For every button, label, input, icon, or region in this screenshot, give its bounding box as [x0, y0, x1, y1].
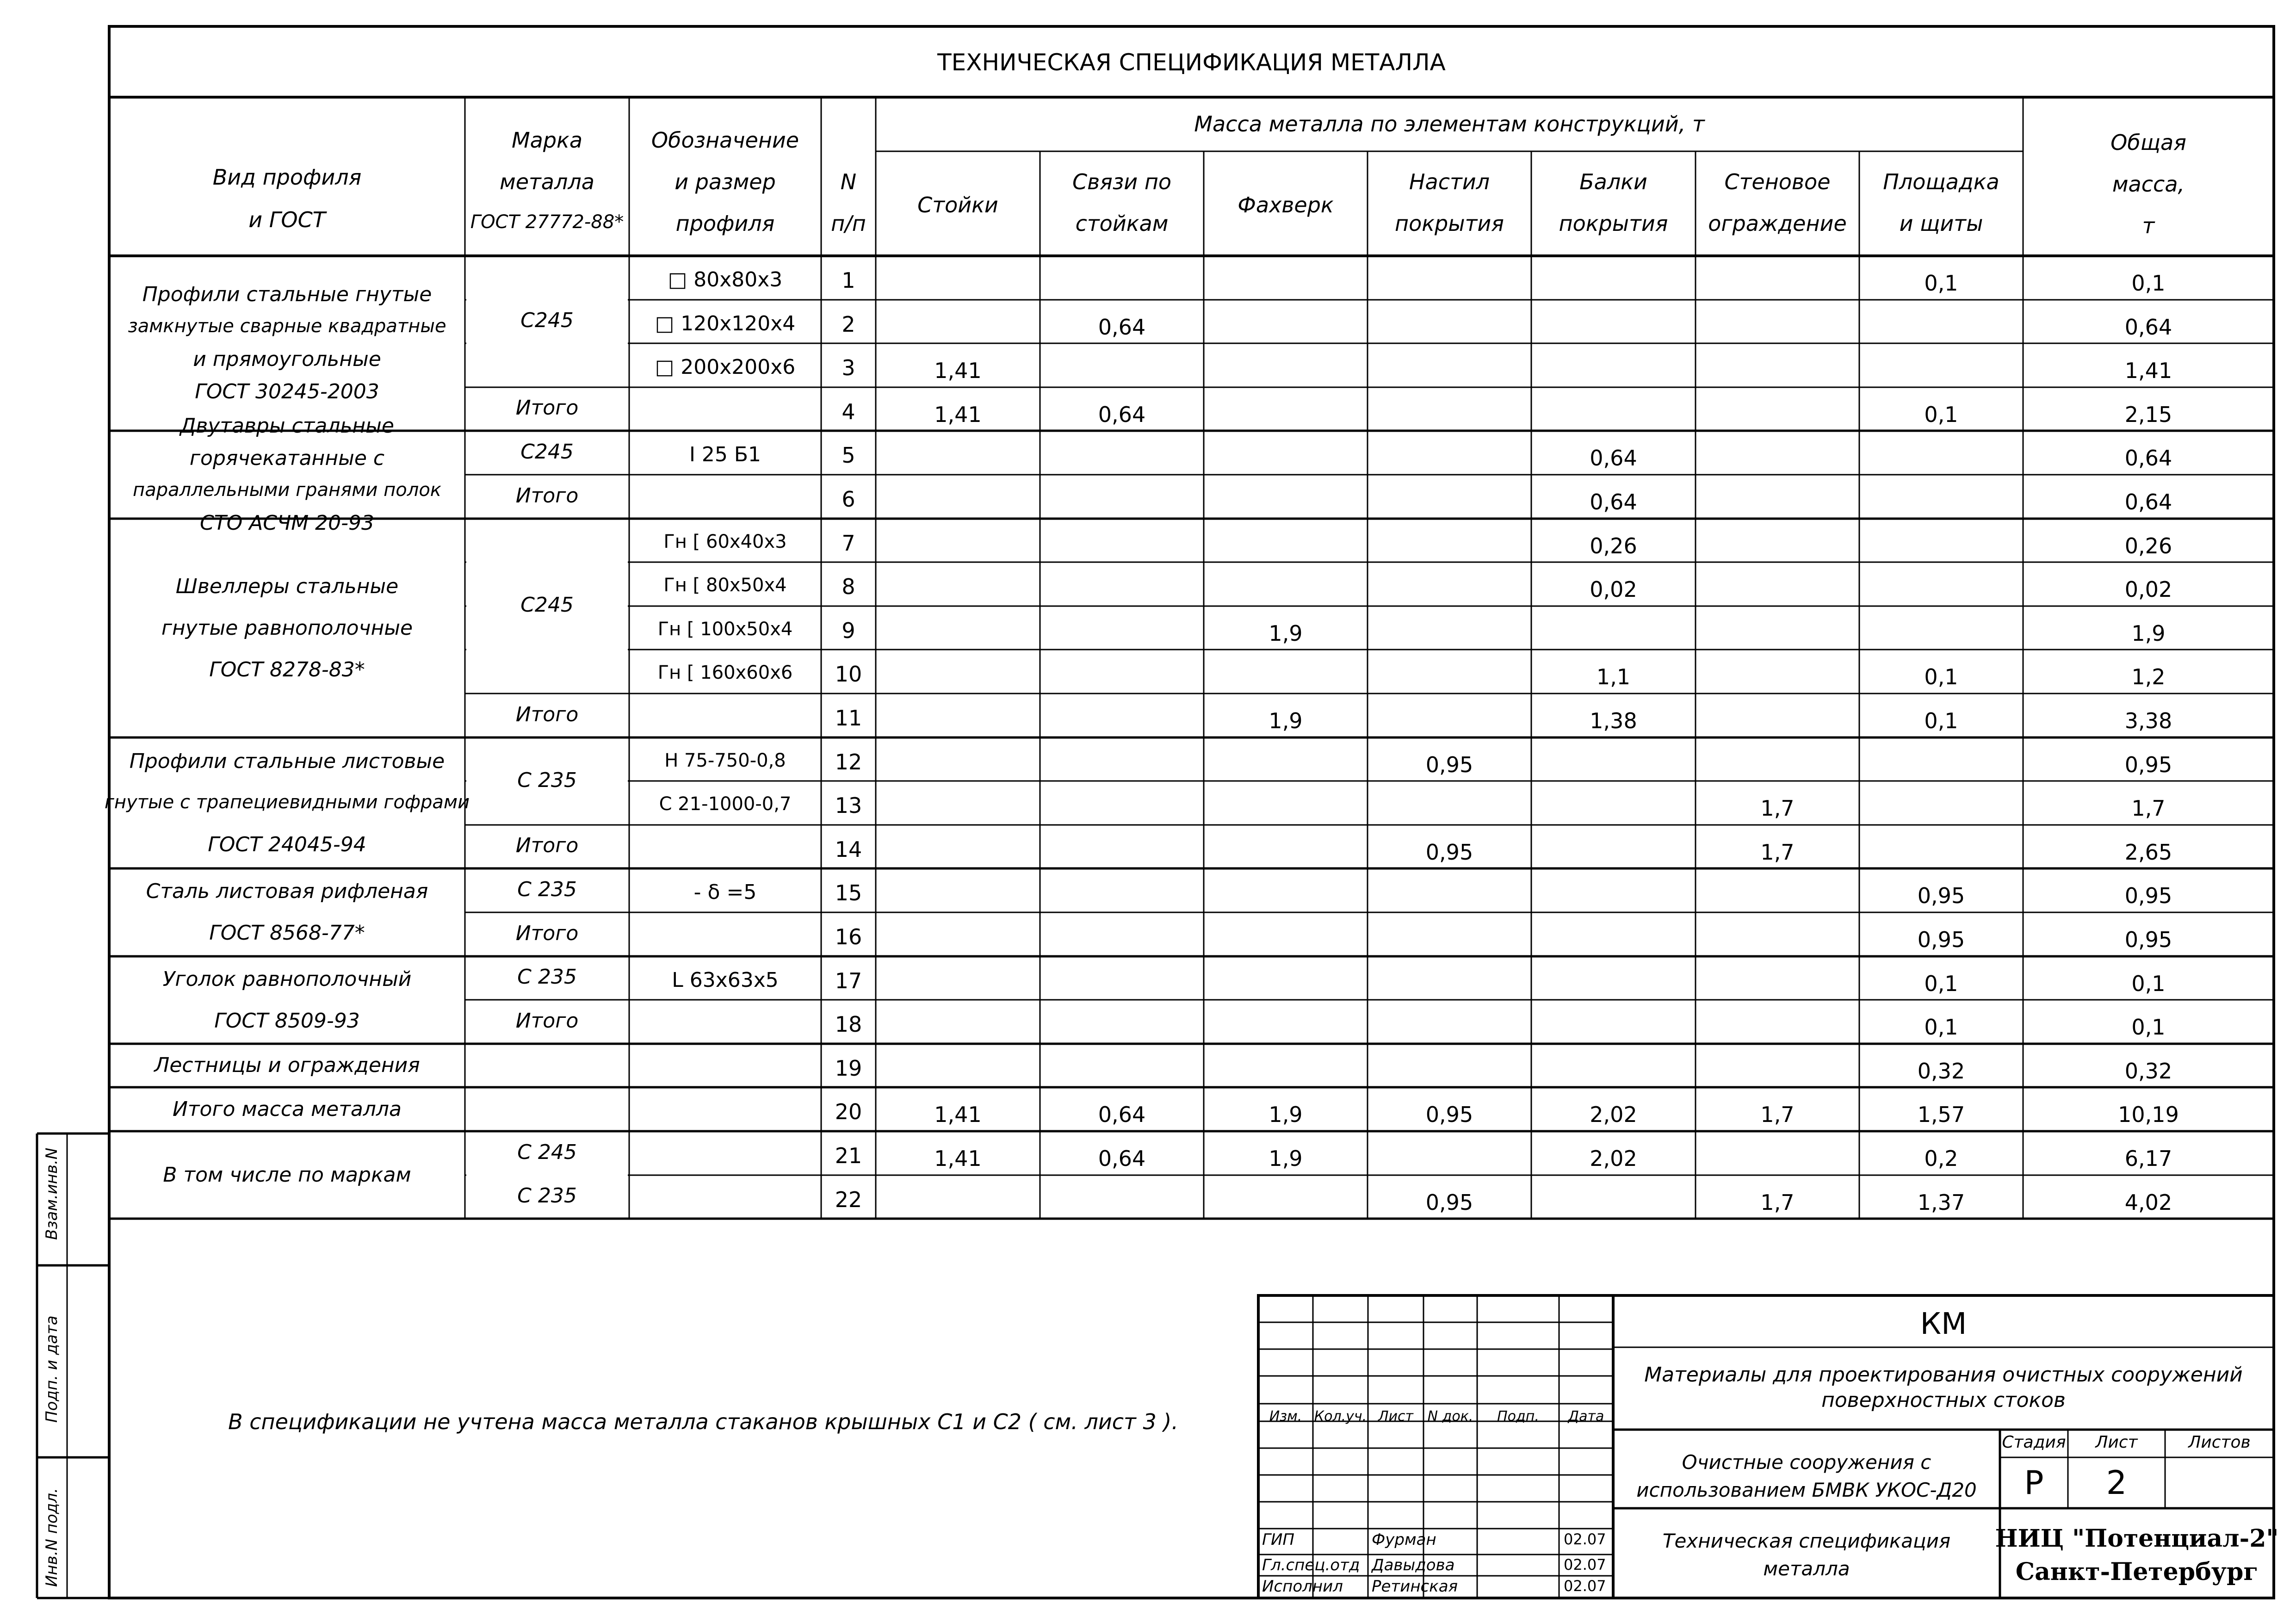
stage-value: Р	[2024, 1464, 2044, 1502]
mass-value: 0,1	[1924, 664, 1958, 689]
header-total: масса,	[2112, 172, 2185, 197]
header-profile-type: и ГОСТ	[248, 207, 326, 232]
total-mass: 0,1	[2131, 971, 2166, 996]
header-column: Стеновое	[1724, 169, 1831, 194]
revision-header: Изм.	[1269, 1408, 1302, 1425]
steel-grade: Итого	[515, 702, 579, 726]
mass-value: 0,95	[1425, 752, 1473, 777]
mass-value: 1,9	[1269, 621, 1303, 646]
header-num: п/п	[831, 211, 866, 236]
group-name: ГОСТ 24045-94	[208, 832, 366, 856]
merge-mask	[466, 298, 628, 301]
mass-value: 1,7	[1760, 796, 1795, 821]
revision-header: Подп.	[1497, 1408, 1539, 1425]
total-mass: 0,26	[2124, 533, 2172, 558]
mass-value: 1,1	[1596, 664, 1631, 689]
total-mass: 3,38	[2124, 708, 2172, 733]
mass-value: 0,1	[1924, 1015, 1958, 1040]
mass-value: 0,32	[1917, 1059, 1965, 1084]
steel-grade: С 245	[517, 1140, 577, 1164]
total-mass: 2,15	[2124, 402, 2172, 427]
group-name: горячекатанные с	[189, 446, 385, 470]
sheet-value: 2	[2106, 1464, 2127, 1502]
row-number: 12	[835, 750, 862, 774]
row-number: 11	[835, 706, 862, 731]
row-number: 5	[842, 443, 855, 468]
mass-value: 0,95	[1425, 1190, 1473, 1215]
sheets-label: Листов	[2188, 1433, 2251, 1452]
total-mass: 0,95	[2124, 883, 2172, 908]
group-name: Двутавры стальные	[180, 414, 394, 438]
steel-grade: С 235	[517, 965, 577, 989]
group-name: ГОСТ 8568-77*	[209, 921, 365, 945]
profile-designation: - δ =5	[693, 880, 757, 904]
merge-mask	[466, 561, 628, 564]
side-label-replacement: Взам.инв.N	[43, 1147, 61, 1240]
mass-value: 0,1	[1924, 271, 1958, 296]
mass-value: 1,41	[934, 402, 982, 427]
sign-date: 02.07	[1564, 1577, 1606, 1595]
footnote: В спецификации не учтена масса металла стаканов крышных С1 и С2 ( см. лист 3 ).	[228, 1409, 1178, 1434]
total-mass: 2,65	[2124, 840, 2172, 865]
merge-mask	[466, 648, 628, 651]
mass-value: 0,64	[1590, 489, 1637, 514]
document-code: КМ	[1920, 1307, 1967, 1341]
group-name: и прямоугольные	[193, 347, 381, 371]
group-name: гнутые с трапециевидными гофрами	[104, 791, 470, 813]
total-mass: 0,95	[2124, 927, 2172, 952]
signer-name: Ретинская	[1372, 1577, 1458, 1596]
mass-value: 0,26	[1590, 533, 1637, 558]
sheet-title: металла	[1763, 1557, 1850, 1580]
mass-value: 0,95	[1425, 1102, 1473, 1127]
total-mass: 1,7	[2131, 796, 2166, 821]
profile-designation: Гн [ 80х50х4	[663, 575, 787, 596]
steel-grade: Итого	[515, 834, 579, 857]
mass-value: 1,41	[934, 1146, 982, 1171]
mass-value: 0,1	[1924, 971, 1958, 996]
organization-name: НИЦ "Потенциал-2"	[1995, 1524, 2279, 1553]
group-name: ГОСТ 8278-83*	[209, 657, 365, 681]
mass-value: 1,41	[934, 358, 982, 383]
mass-value: 1,41	[934, 1102, 982, 1127]
total-mass: 1,9	[2131, 621, 2166, 646]
row-number: 17	[835, 968, 862, 993]
header-total: Общая	[2110, 130, 2186, 155]
row-number: 22	[835, 1187, 862, 1212]
mass-value: 0,2	[1924, 1146, 1958, 1171]
group-name: Итого масса металла	[172, 1097, 402, 1121]
header-column: покрытия	[1395, 211, 1504, 236]
row-number: 14	[835, 837, 862, 862]
profile-designation: □ 120х120х4	[655, 312, 796, 335]
row-number: 6	[842, 487, 855, 512]
row-number: 10	[835, 662, 862, 687]
profile-designation: Гн [ 160х60х6	[657, 662, 793, 683]
signer-role: ГИП	[1262, 1530, 1294, 1549]
sign-date: 02.07	[1564, 1530, 1606, 1548]
total-mass: 0,1	[2131, 271, 2166, 296]
sheet-label: Лист	[2095, 1433, 2138, 1452]
steel-grade: С245	[520, 309, 574, 332]
group-name: Сталь листовая рифленая	[146, 880, 428, 903]
profile-designation: С 21-1000-0,7	[659, 793, 792, 815]
group-name: гнутые равнополочные	[161, 616, 413, 640]
mass-value: 0,95	[1425, 840, 1473, 865]
organization-city: Санкт-Петербург	[2015, 1558, 2259, 1586]
total-mass: 6,17	[2124, 1146, 2172, 1171]
header-designation: Обозначение	[651, 128, 799, 153]
mass-value: 1,7	[1760, 840, 1795, 865]
row-number: 13	[835, 793, 862, 818]
group-name: ГОСТ 30245-2003	[195, 380, 379, 403]
row-number: 9	[842, 618, 855, 643]
mass-value: 0,1	[1924, 402, 1958, 427]
merge-mask	[466, 1174, 628, 1177]
group-name: замкнутые сварные квадратные	[128, 316, 446, 337]
row-number: 8	[842, 574, 855, 599]
header-column: покрытия	[1559, 211, 1668, 236]
mass-value: 0,1	[1924, 708, 1958, 733]
profile-designation: I 25 Б1	[689, 443, 761, 466]
total-mass: 0,32	[2124, 1059, 2172, 1084]
group-name: Швеллеры стальные	[175, 574, 399, 598]
row-number: 1	[842, 268, 855, 293]
group-name: параллельными гранями полок	[133, 479, 441, 501]
header-column: Связи по	[1072, 169, 1172, 194]
mass-value: 2,02	[1590, 1102, 1637, 1127]
header-column: ограждение	[1708, 211, 1847, 236]
mass-value: 1,57	[1917, 1102, 1965, 1127]
header-num: N	[840, 169, 857, 194]
revision-header: Кол.уч.	[1314, 1408, 1367, 1425]
profile-designation: Н 75-750-0,8	[664, 750, 786, 771]
total-mass: 0,02	[2124, 577, 2172, 602]
total-mass: 0,64	[2124, 446, 2172, 471]
mass-value: 1,38	[1590, 708, 1637, 733]
signer-role: Исполнил	[1262, 1577, 1343, 1596]
row-number: 3	[842, 355, 855, 380]
row-number: 18	[835, 1012, 862, 1037]
header-column: Настил	[1409, 169, 1490, 194]
header-total: т	[2142, 213, 2155, 238]
total-mass: 4,02	[2124, 1190, 2172, 1215]
steel-grade: С 235	[517, 877, 577, 901]
profile-designation: L 63х63х5	[672, 968, 779, 992]
mass-value: 0,95	[1917, 927, 1965, 952]
header-designation: профиля	[675, 211, 775, 236]
profile-designation: Гн [ 100х50х4	[657, 619, 793, 640]
steel-grade: Итого	[515, 921, 579, 945]
profile-designation: Гн [ 60х40х3	[663, 531, 787, 552]
side-label-inventory: Инв.N подл.	[43, 1488, 61, 1587]
mass-value: 1,9	[1269, 708, 1303, 733]
profile-designation: □ 80х80х3	[668, 268, 783, 291]
row-number: 7	[842, 531, 855, 556]
row-number: 4	[842, 399, 855, 424]
side-label-signature: Подп. и дата	[43, 1315, 61, 1423]
header-column: Стойки	[917, 192, 998, 217]
header-steel-grade: ГОСТ 27772-88*	[470, 211, 624, 233]
group-name: Уголок равнополочный	[162, 967, 412, 991]
total-mass: 0,95	[2124, 752, 2172, 777]
group-name: СТО АСЧМ 20-93	[199, 511, 375, 535]
mass-value: 0,95	[1917, 883, 1965, 908]
mass-value: 2,02	[1590, 1146, 1637, 1171]
mass-value: 1,9	[1269, 1146, 1303, 1171]
steel-grade: Итого	[515, 483, 579, 508]
stage-label: Стадия	[2002, 1433, 2066, 1452]
row-number: 16	[835, 924, 862, 949]
total-mass: 0,1	[2131, 1015, 2166, 1040]
steel-grade: С 235	[517, 768, 577, 792]
group-name: Лестницы и ограждения	[154, 1053, 420, 1077]
group-name: Профили стальные листовые	[129, 749, 445, 773]
mass-value: 0,02	[1590, 577, 1637, 602]
revision-header: Лист	[1378, 1408, 1414, 1425]
row-number: 15	[835, 880, 862, 905]
object-title: использованием БМВК УКОС-Д20	[1636, 1479, 1977, 1501]
table-title: ТЕХНИЧЕСКАЯ СПЕЦИФИКАЦИЯ МЕТАЛЛА	[937, 49, 1446, 76]
total-mass: 10,19	[2118, 1102, 2179, 1127]
profile-designation: □ 200х200х6	[655, 355, 796, 379]
mass-value: 0,64	[1590, 446, 1637, 471]
mass-value: 1,7	[1760, 1102, 1795, 1127]
revision-header: Дата	[1568, 1408, 1604, 1425]
mass-value: 0,64	[1098, 402, 1146, 427]
steel-grade: Итого	[515, 396, 579, 420]
header-column: стойкам	[1075, 211, 1169, 236]
revision-header: N док.	[1427, 1408, 1473, 1425]
header-column: Балки	[1579, 169, 1647, 194]
sheet-title: Техническая спецификация	[1662, 1530, 1951, 1552]
header-steel-grade: Марка	[511, 128, 583, 153]
total-mass: 0,64	[2124, 315, 2172, 340]
header-column: Фахверк	[1238, 192, 1334, 217]
header-steel-grade: металла	[500, 169, 594, 194]
row-number: 20	[835, 1099, 862, 1124]
signer-name: Давыдова	[1372, 1556, 1455, 1574]
header-mass-group: Масса металла по элементам конструкций, т	[1194, 112, 1705, 136]
mass-value: 0,64	[1098, 1146, 1146, 1171]
header-profile-type: Вид профиля	[212, 165, 362, 190]
mass-value: 1,37	[1917, 1190, 1965, 1215]
header-column: Площадка	[1883, 169, 1999, 194]
merge-mask	[466, 342, 628, 345]
project-title: поверхностных стоков	[1821, 1388, 2066, 1412]
steel-grade: Итого	[515, 1009, 579, 1033]
object-title: Очистные сооружения с	[1682, 1451, 1931, 1474]
row-number: 19	[835, 1056, 862, 1081]
mass-value: 1,9	[1269, 1102, 1303, 1127]
project-title: Материалы для проектирования очистных сооружений	[1644, 1363, 2243, 1387]
row-number: 21	[835, 1143, 862, 1168]
header-designation: и размер	[675, 169, 776, 194]
sign-date: 02.07	[1564, 1556, 1606, 1573]
group-name: ГОСТ 8509-93	[214, 1009, 360, 1033]
steel-grade: С 235	[517, 1184, 577, 1208]
total-mass: 1,41	[2124, 358, 2172, 383]
signer-role: Гл.спец.отд	[1262, 1556, 1360, 1574]
mass-value: 0,64	[1098, 1102, 1146, 1127]
steel-grade: С245	[520, 440, 574, 464]
total-mass: 1,2	[2131, 664, 2166, 689]
mass-value: 1,7	[1760, 1190, 1795, 1215]
steel-grade: С245	[520, 593, 574, 617]
header-column: и щиты	[1899, 211, 1983, 236]
signer-name: Фурман	[1372, 1530, 1436, 1549]
group-name: Профили стальные гнутые	[142, 283, 432, 306]
group-name: В том числе по маркам	[163, 1163, 411, 1187]
row-number: 2	[842, 312, 855, 337]
mass-value: 0,64	[1098, 315, 1146, 340]
total-mass: 0,64	[2124, 489, 2172, 514]
